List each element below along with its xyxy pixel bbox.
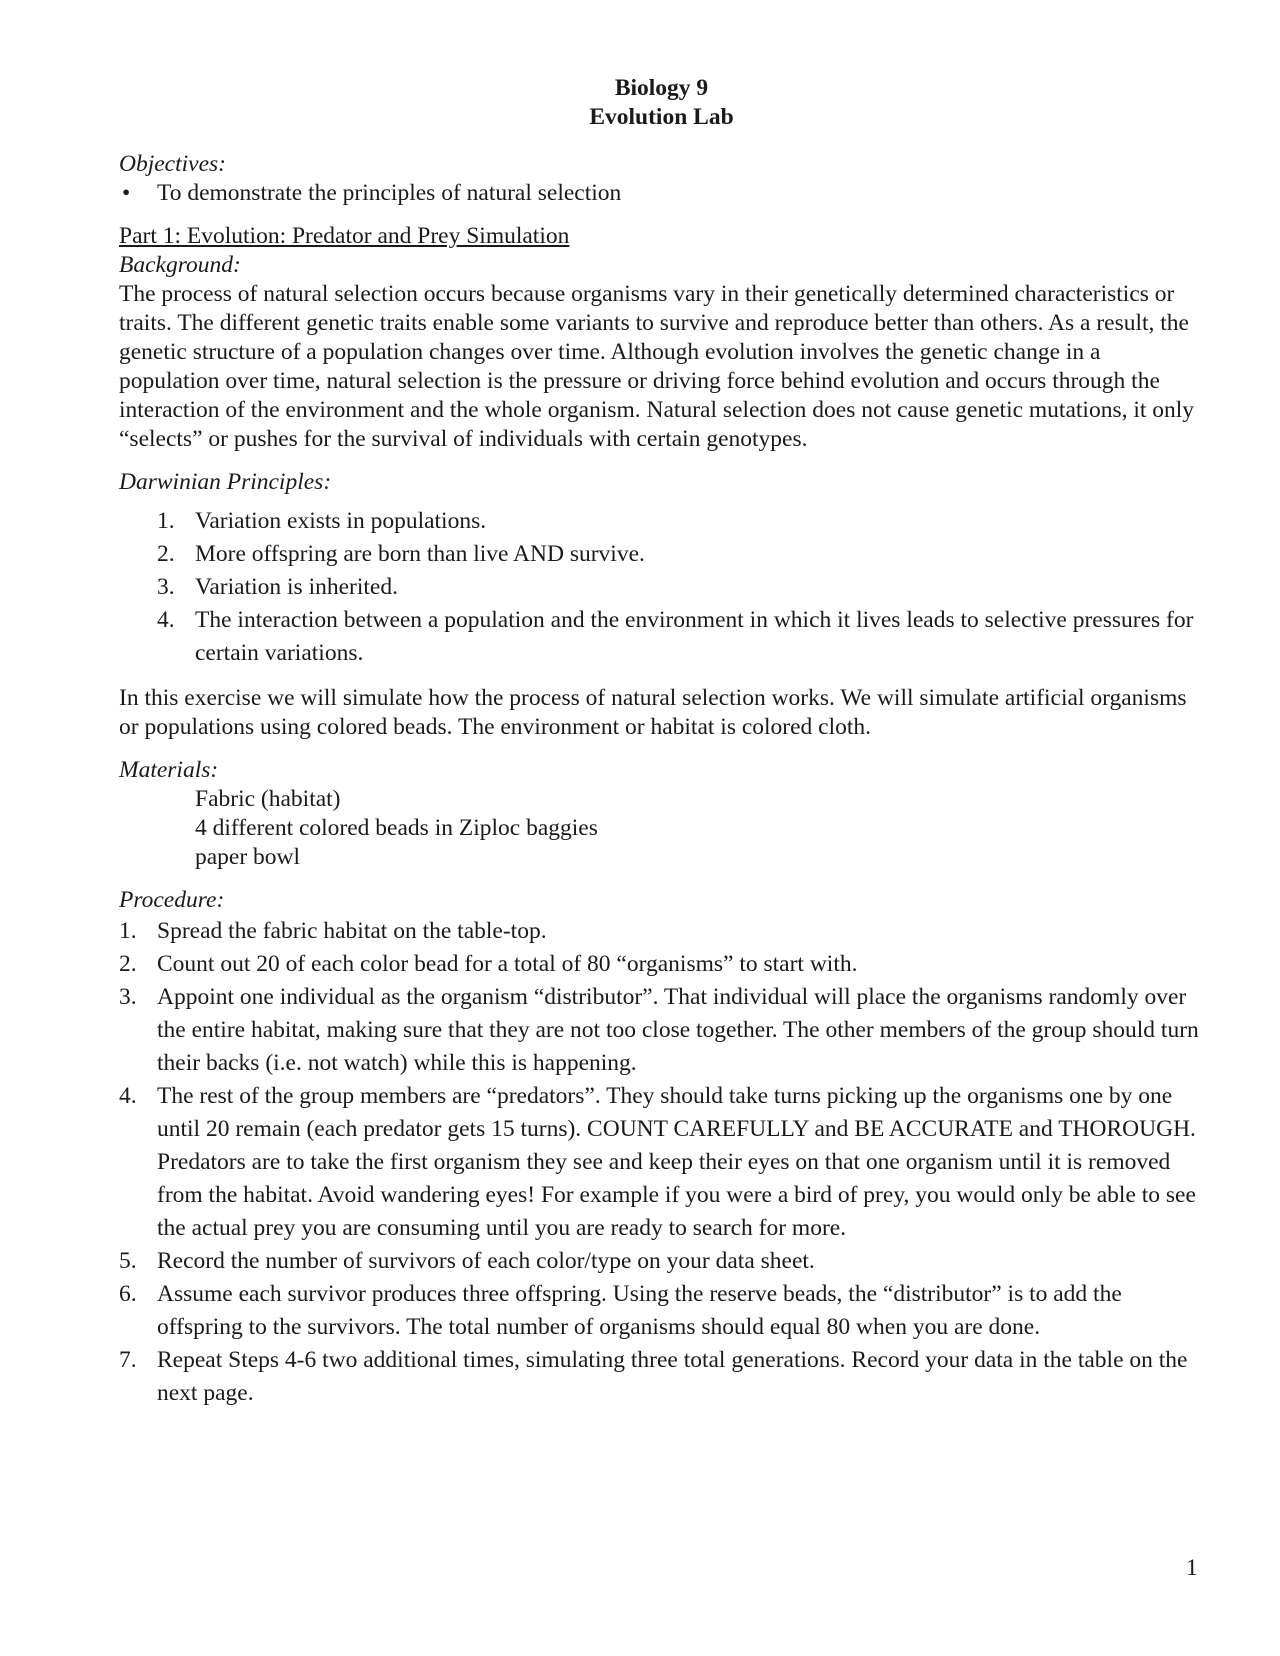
background-paragraph: The process of natural selection occurs because organisms vary in their genetically determined characteristics or traits. The different genetic traits enable some variants to survive and reproduce better than others. As a result, the genetic structure of a population changes over time. Although evolution involves the genetic change in a population over time, natural selection is the pressure or driving force behind evolution and occurs through the interaction of the environment and the whole organism. Natural selection does not cause genetic mutations, it only “selects” or pushes for the survival of individuals with certain genotypes. <box>119 281 1195 452</box>
principle-number: 4. <box>157 607 175 633</box>
step-number: 3. <box>119 984 137 1010</box>
procedure-step <box>119 981 1204 1080</box>
procedure-step <box>119 1344 1204 1410</box>
principle-number: 1. <box>157 508 175 534</box>
step-number: 7. <box>119 1347 137 1373</box>
lab-title: Evolution Lab <box>589 104 734 130</box>
step-text: Assume each survivor produces three offspring. Using the reserve beads, the “distributor” is to add the offspring to the survivors. The total number of organisms should equal 80 when you are done. <box>157 1281 1122 1340</box>
procedure-step <box>119 948 1204 981</box>
step-number: 1. <box>119 918 137 944</box>
principle-text: The interaction between a population and the environment in which it lives leads to selective pressures for certain variations. <box>195 607 1194 666</box>
step-text: Spread the fabric habitat on the table-top. <box>157 918 547 944</box>
procedure-step <box>119 1278 1204 1344</box>
materials-list <box>119 785 1204 872</box>
principle-number: 3. <box>157 574 175 600</box>
principle-text: More offspring are born than live AND survive. <box>195 541 645 567</box>
step-text: Repeat Steps 4-6 two additional times, simulating three total generations. Record your data in the table on the next page. <box>157 1347 1188 1406</box>
principles-list <box>119 505 1204 670</box>
step-number: 6. <box>119 1281 137 1307</box>
step-text: Appoint one individual as the organism “distributor”. That individual will place the organisms randomly over the entire habitat, making sure that they are not too close together. The other members of the group should turn their backs (i.e. not watch) while this is happening. <box>157 984 1199 1076</box>
material-item: Fabric (habitat) <box>195 786 341 812</box>
background-heading: Background: <box>119 252 241 278</box>
materials-heading: Materials: <box>119 757 219 783</box>
step-text: The rest of the group members are “predators”. They should take turns picking up the organisms one by one until 20 remain (each predator gets 15 turns). COUNT CAREFULLY and BE ACCURATE and THOROUGH. Predators are to take the first organism they see and keep their eyes on that one organism until it is removed from the habitat. Avoid wandering eyes! For example if you were a bird of prey, you would only be able to see the actual prey you are consuming until you are ready to search for more. <box>157 1083 1196 1241</box>
part1-heading: Part 1: Evolution: Predator and Prey Simulation <box>119 223 570 249</box>
procedure-step <box>119 1245 1204 1278</box>
principles-heading: Darwinian Principles: <box>119 469 332 495</box>
course-title: Biology 9 <box>614 75 709 101</box>
page-number: 1 <box>1186 1555 1198 1581</box>
document-page <box>119 74 1204 1410</box>
principle-text: Variation is inherited. <box>195 574 398 600</box>
step-text: Record the number of survivors of each color/type on your data sheet. <box>157 1248 815 1274</box>
step-number: 4. <box>119 1083 137 1109</box>
principle-number: 2. <box>157 541 175 567</box>
step-number: 5. <box>119 1248 137 1274</box>
principle-item <box>119 538 1204 571</box>
procedure-heading: Procedure: <box>119 887 225 913</box>
principle-item <box>119 604 1204 670</box>
principle-item <box>119 505 1204 538</box>
material-item: paper bowl <box>195 844 301 870</box>
procedure-step <box>119 1080 1204 1245</box>
objectives-heading: Objectives: <box>119 151 227 177</box>
objective-item: • To demonstrate the principles of natural selection <box>119 179 1204 208</box>
title-block <box>119 74 1204 132</box>
step-number: 2. <box>119 951 137 977</box>
procedure-step <box>119 915 1204 948</box>
principle-item <box>119 571 1204 604</box>
exercise-paragraph: In this exercise we will simulate how the process of natural selection works. We will simulate artificial organisms or populations using colored beads. The environment or habitat is colored cloth. <box>119 685 1187 740</box>
step-text: Count out 20 of each color bead for a total of 80 “organisms” to start with. <box>157 951 858 977</box>
material-item: 4 different colored beads in Ziploc baggies <box>195 815 598 841</box>
principle-text: Variation exists in populations. <box>195 508 487 534</box>
objectives-list <box>119 179 1204 208</box>
procedure-list <box>119 915 1204 1410</box>
